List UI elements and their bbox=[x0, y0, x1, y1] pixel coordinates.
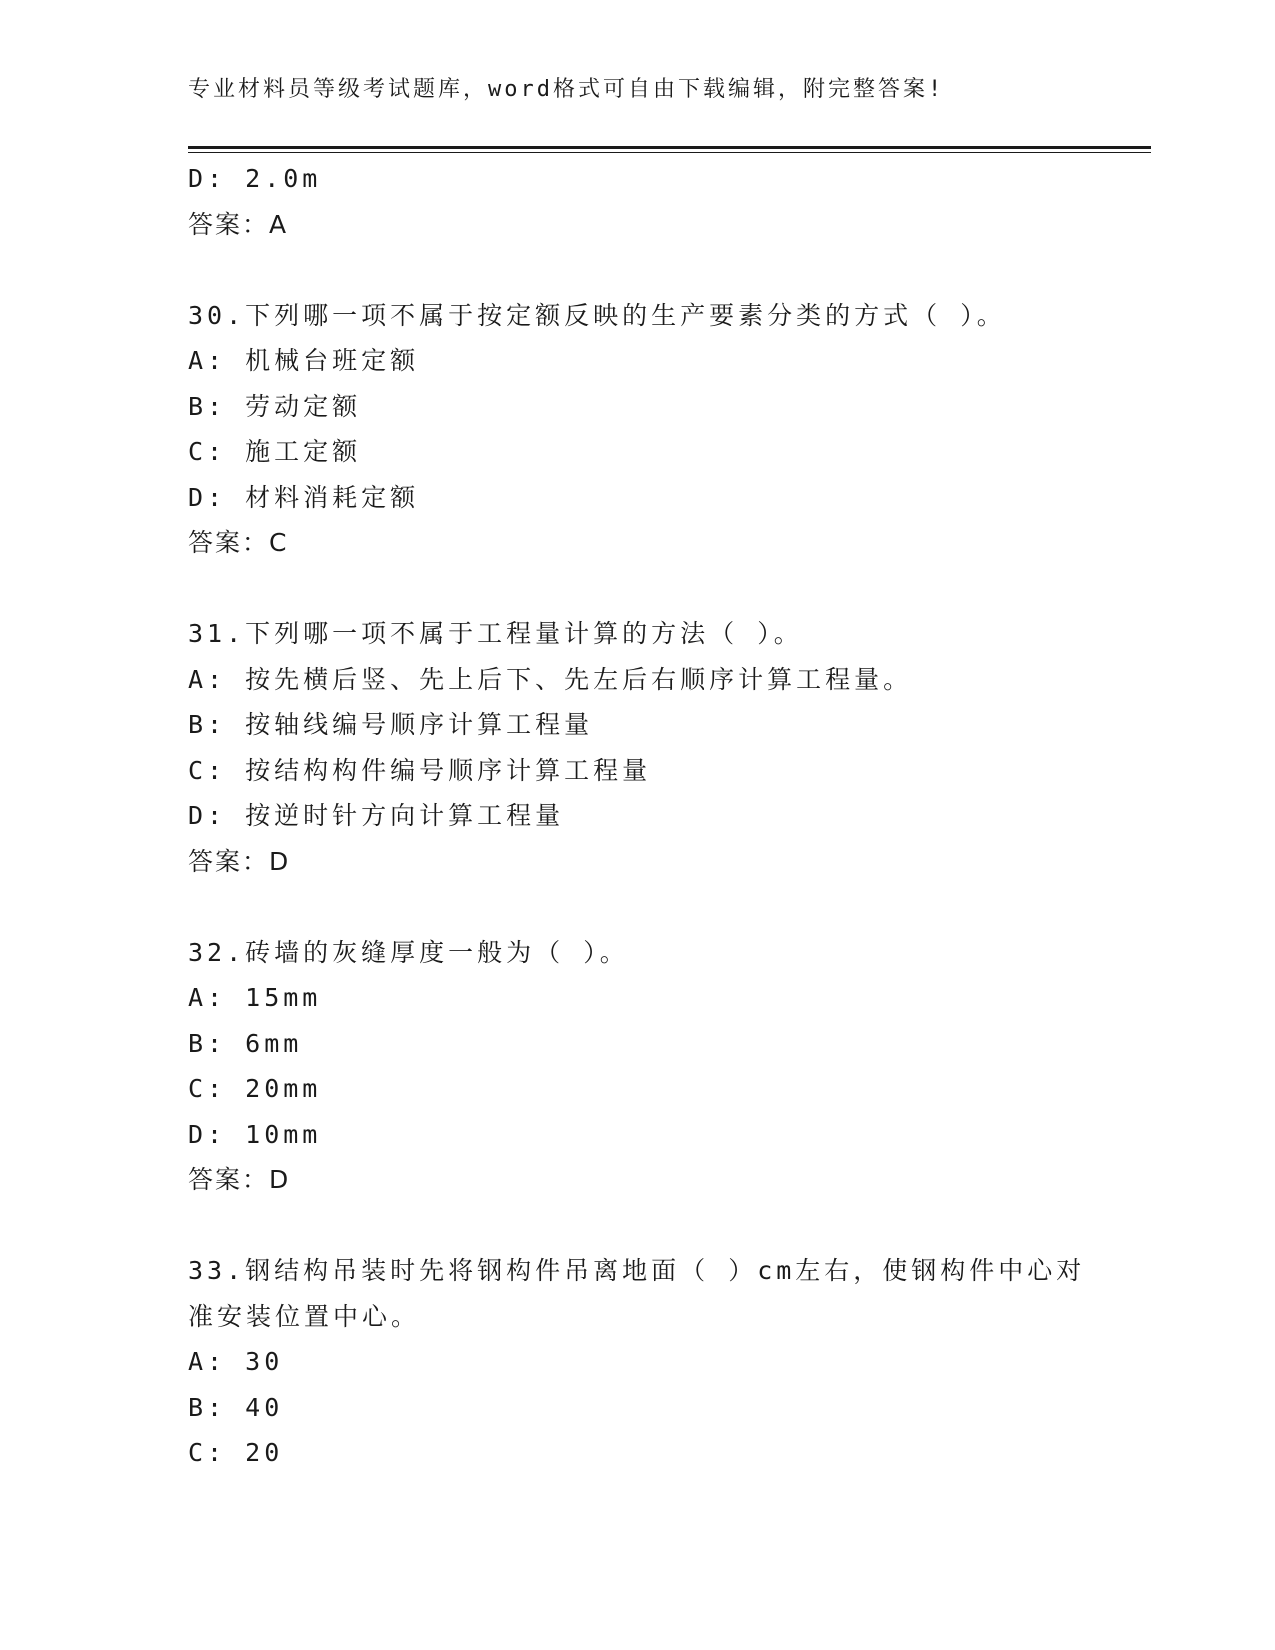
question-stem: 32.砖墙的灰缝厚度一般为（ ）。 bbox=[188, 937, 629, 967]
question-32 bbox=[188, 930, 1108, 1203]
question-content bbox=[188, 156, 1108, 1476]
question-33 bbox=[188, 1248, 1108, 1476]
option-d: D: 10mm bbox=[188, 1119, 322, 1149]
option-c: C: 20mm bbox=[188, 1074, 322, 1103]
spacer bbox=[188, 884, 1108, 930]
spacer bbox=[188, 566, 1108, 612]
header-rule-thin bbox=[188, 152, 1151, 153]
spacer bbox=[188, 247, 1108, 293]
option-a: A: 机械台班定额 bbox=[188, 346, 420, 375]
prev-option-d: D: 2.0m bbox=[188, 164, 322, 193]
option-a: A: 按先横后竖、先上后下、先左后右顺序计算工程量。 bbox=[188, 664, 913, 694]
question-30 bbox=[188, 293, 1108, 566]
option-c: C: 20 bbox=[188, 1438, 284, 1467]
option-b: B: 40 bbox=[188, 1392, 284, 1422]
question-stem: 30.下列哪一项不属于按定额反映的生产要素分类的方式（ ）。 bbox=[188, 300, 1006, 330]
spacer bbox=[188, 1203, 1108, 1249]
answer: 答案：D bbox=[188, 1165, 291, 1194]
option-c: C: 按结构构件编号顺序计算工程量 bbox=[188, 755, 652, 785]
prev-answer: 答案：A bbox=[188, 209, 289, 239]
option-d: D: 材料消耗定额 bbox=[188, 482, 420, 512]
option-b: B: 按轴线编号顺序计算工程量 bbox=[188, 710, 594, 739]
page-header: 专业材料员等级考试题库，word格式可自由下载编辑，附完整答案! bbox=[188, 77, 945, 102]
question-stem-line-1: 33.钢结构吊装时先将钢构件吊离地面（ ）cm左右，使钢构件中心对 bbox=[188, 1256, 1086, 1285]
question-31 bbox=[188, 611, 1108, 884]
option-b: B: 劳动定额 bbox=[188, 391, 362, 421]
header-rule-thick bbox=[188, 146, 1151, 149]
option-d: D: 按逆时针方向计算工程量 bbox=[188, 801, 565, 830]
option-a: A: 30 bbox=[188, 1347, 284, 1376]
question-stem: 31.下列哪一项不属于工程量计算的方法（ ）。 bbox=[188, 619, 803, 648]
option-c: C: 施工定额 bbox=[188, 437, 362, 466]
answer: 答案：C bbox=[188, 528, 289, 557]
option-b: B: 6mm bbox=[188, 1028, 303, 1058]
option-a: A: 15mm bbox=[188, 983, 322, 1012]
answer: 答案：D bbox=[188, 846, 291, 876]
question-stem-line-2: 准安装位置中心。 bbox=[188, 1301, 421, 1331]
